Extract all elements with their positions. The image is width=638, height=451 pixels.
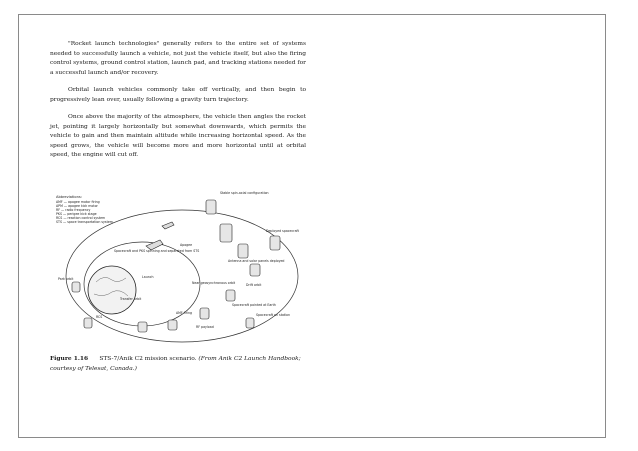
paragraph-1: "Rocket launch technologies" generally refers to the entire set of systems needed to successfully launch a vehicle, not just the vehicle itself, but also the firing control systems, ground control station, launch pad, and tracking stations needed for a successful launch and/or recovery.: [50, 41, 306, 76]
spacecraft-icon: [168, 320, 177, 330]
launch-label: Launch: [142, 275, 154, 279]
spacecraft-icon: [238, 244, 248, 258]
paragraph-3: Once above the majority of the atmosphere, the vehicle then angles the rocket jet, pointing it largely horizontally but somewhat downwards, which permits the vehicle to gain and then maintain altitude while increasing horizontal speed. As the speed grows, the vehicle will become more and more horizontal until at orbital speed, the engine will cut off.: [50, 114, 306, 158]
park-label: Park orbit: [58, 277, 74, 281]
deploy-label: Spacecraft and PKS spinning and separated from STS: [114, 249, 200, 253]
spacecraft-icon: [246, 318, 254, 328]
antenna-label: Antenna and solar panels deployed: [228, 259, 285, 263]
deployed-label: Deployed spacecraft: [266, 229, 299, 233]
onstation-label: Spacecraft on station: [256, 313, 291, 317]
mission-scenario-figure: [50, 186, 308, 348]
abbrev-line: AMF — apogee motor firing: [56, 200, 100, 204]
split-label: Spacecraft pointed at Earth: [232, 303, 276, 307]
spacecraft-icon: [270, 236, 280, 250]
figure-label: Figure 1.16: [50, 355, 89, 362]
abbrev-line: RF — radio frequency: [56, 208, 91, 212]
shuttle-icon: [162, 222, 174, 229]
figure-caption: [50, 354, 306, 374]
spacecraft-icon: [200, 308, 209, 319]
apogee-label: Apogee: [180, 243, 193, 247]
spacecraft-icon: [84, 318, 92, 328]
body-text: [50, 40, 306, 169]
spacecraft-icon: [72, 282, 80, 292]
stable-label: Stable spin-axial configuration: [220, 191, 269, 195]
spacecraft-icon: [138, 322, 147, 332]
spacecraft-icon: [220, 224, 232, 242]
mission-diagram: [50, 186, 308, 348]
spacecraft-icon: [226, 290, 235, 301]
geo-orbit-label: Near geosynchronous orbit: [192, 281, 236, 285]
abbrev-line: STS — space transportation system: [56, 220, 113, 224]
drift-label: Drift orbit: [246, 283, 262, 287]
abbrev-line: PKS — perigee kick stage: [56, 212, 97, 216]
caption-main: STS-7/Anik C2 mission scenario.: [99, 356, 197, 362]
abbrev-line: APM — apogee kick motor: [56, 204, 98, 208]
paragraph-2: Orbital launch vehicles commonly take off vertically, and then begin to progressively lean over, usually following a gravity turn trajectory.: [50, 87, 306, 103]
transfer-label: Transfer orbit: [120, 297, 142, 301]
spacecraft-icon: [250, 264, 260, 276]
rf-label: RF payload: [196, 325, 214, 329]
caption-source: (From Anik C2 Launch Handbook; courtesy of Telesat, Canada.): [50, 356, 301, 372]
abbrev-line: RCS — reaction control system: [56, 216, 106, 220]
rcs-label: RCS: [96, 315, 103, 319]
amf-label: AMF firing: [176, 311, 193, 315]
spacecraft-icon: [206, 200, 216, 214]
abbrev-title: Abbreviations:: [56, 195, 82, 199]
earth-icon: [88, 266, 136, 314]
